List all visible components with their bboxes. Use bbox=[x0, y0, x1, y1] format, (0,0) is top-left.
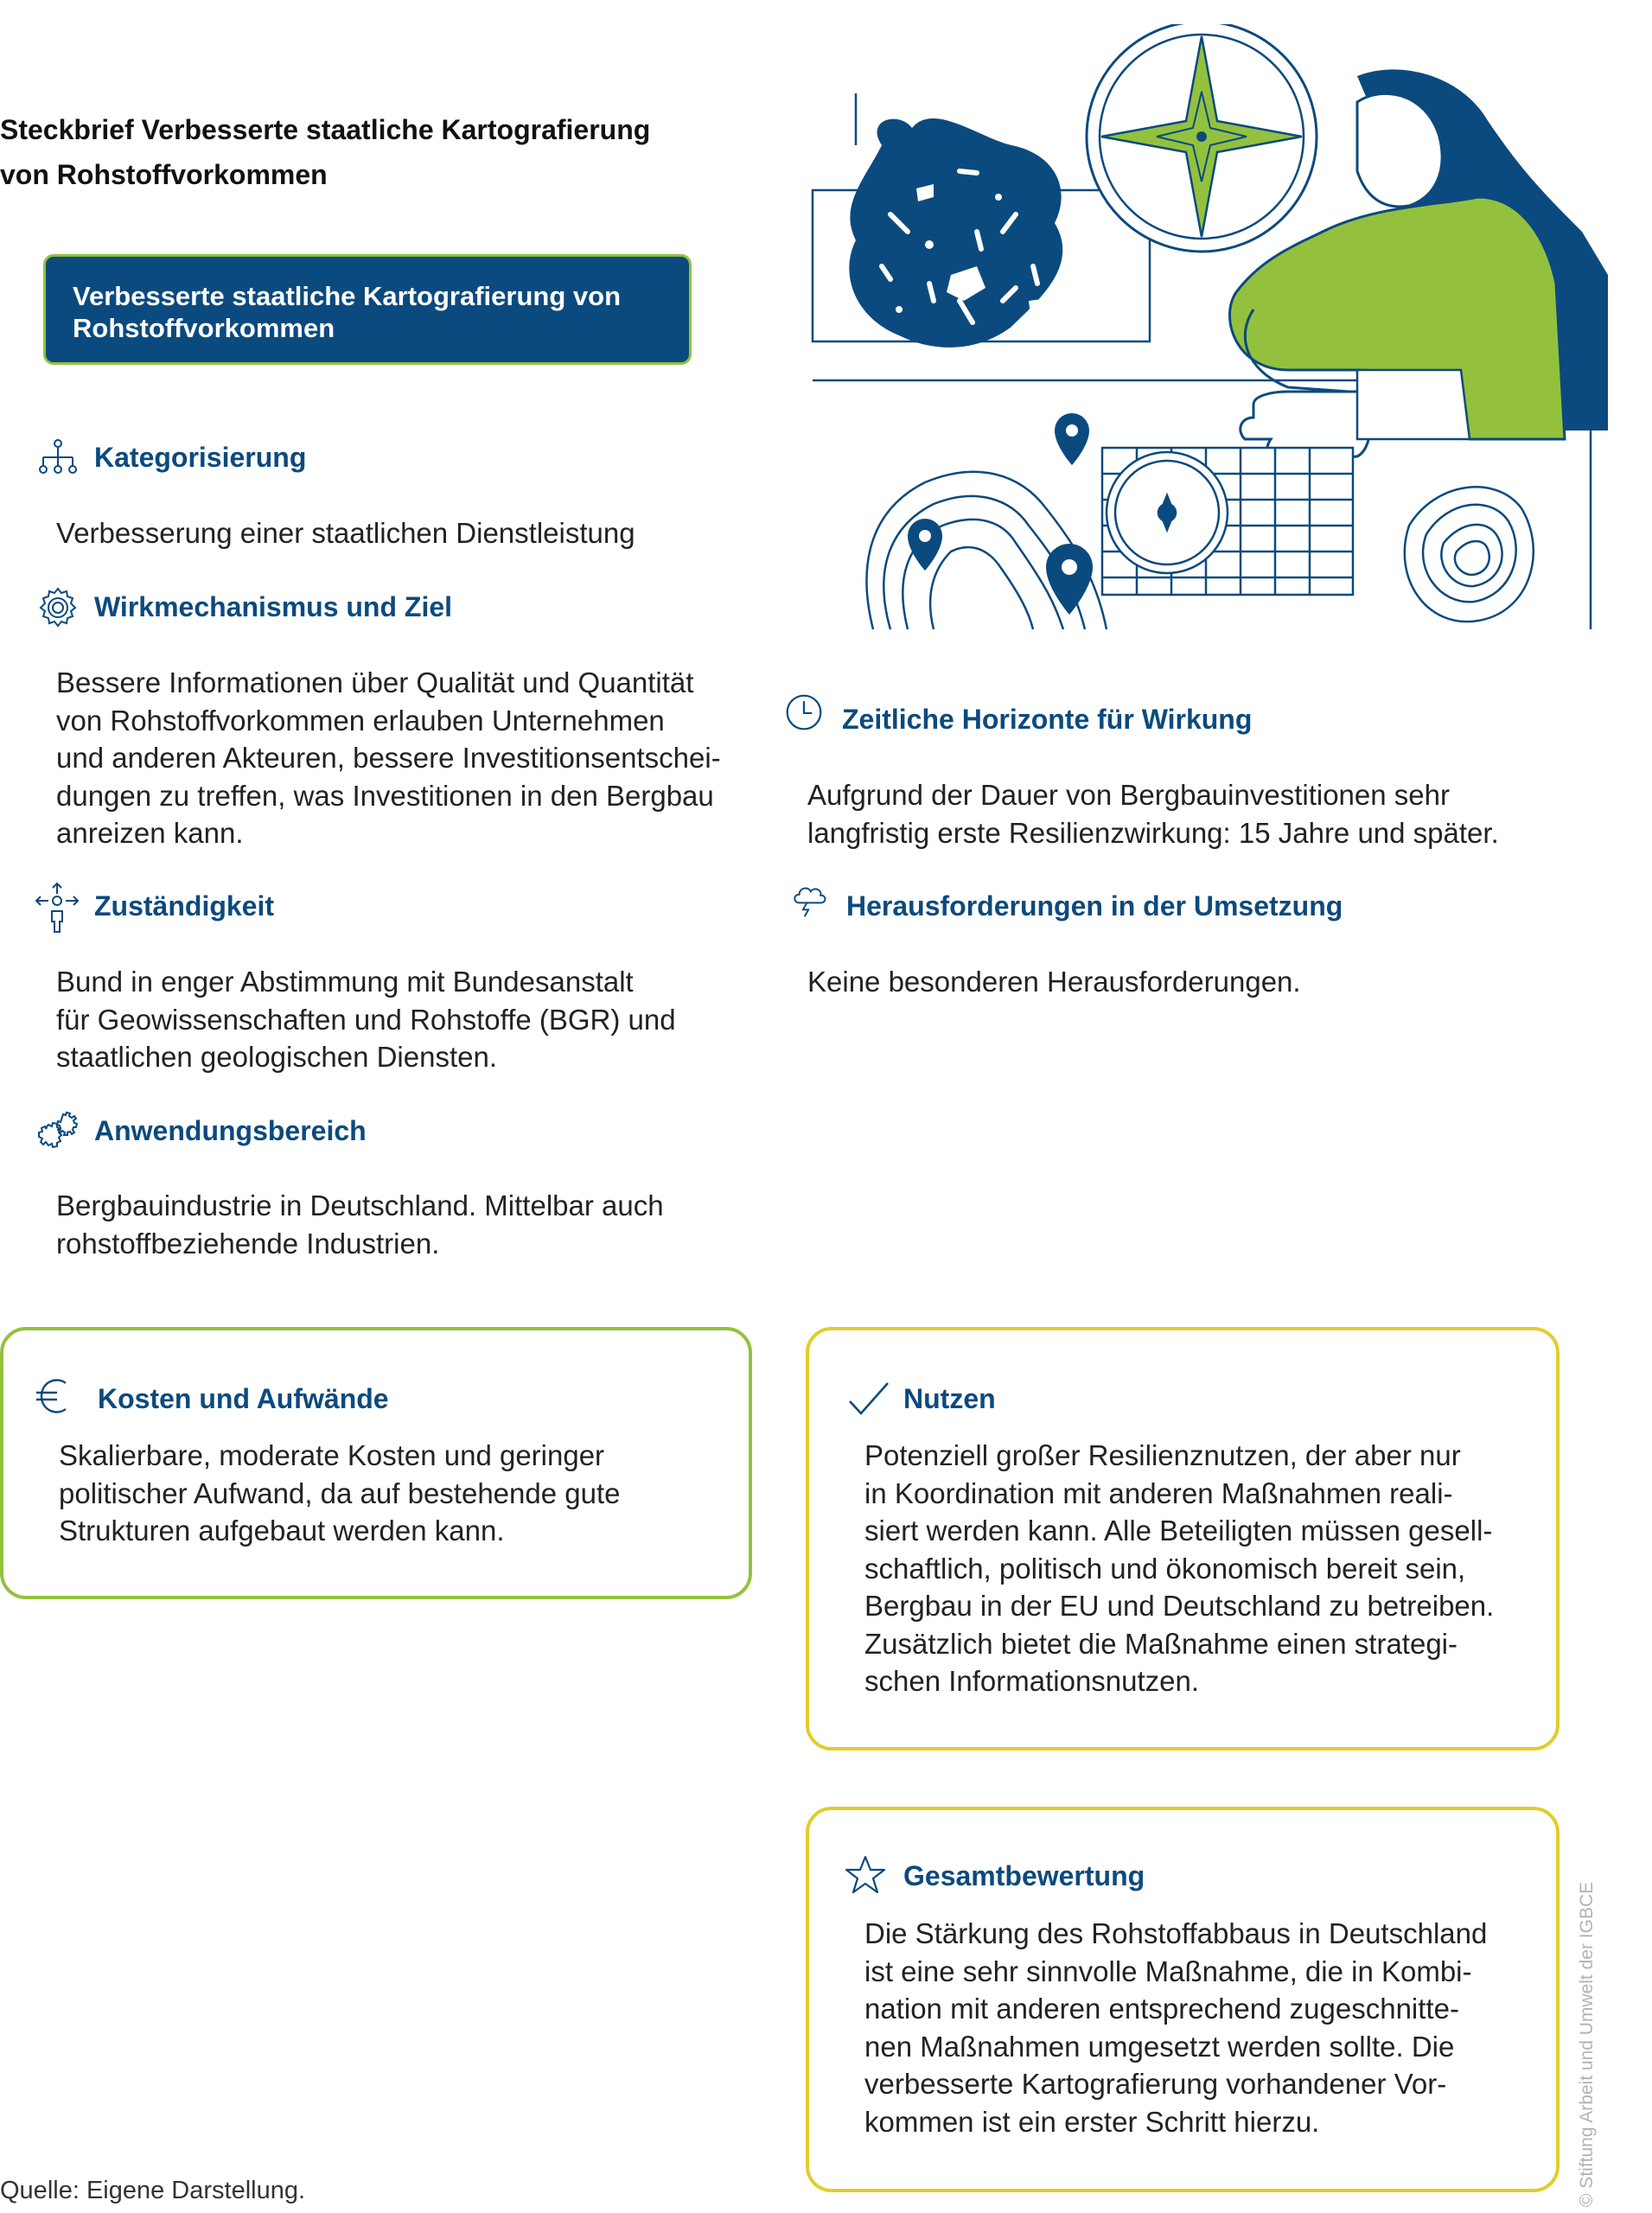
wirkmechanismus-heading: Wirkmechanismus und Ziel bbox=[94, 591, 453, 622]
text-line: Keine besonderen Herausforderungen. bbox=[807, 966, 1301, 998]
herausforderungen-text bbox=[807, 963, 1585, 1001]
copyright-note: © Stiftung Arbeit und Umwelt der IGBCE bbox=[1577, 1881, 1597, 2207]
document-title bbox=[0, 107, 692, 197]
zustaendigkeit-heading: Zuständigkeit bbox=[94, 890, 275, 922]
text-line: Bergbauindustrie in Deutschland. Mittelbar auch bbox=[56, 1189, 664, 1221]
wirkmechanismus-text bbox=[56, 664, 748, 852]
gesamtbewertung-heading: Gesamtbewertung bbox=[903, 1860, 1145, 1891]
map-icon bbox=[867, 448, 1534, 629]
kosten-text bbox=[59, 1437, 733, 1550]
zeitliche-horizonte-heading: Zeitliche Horizonte für Wirkung bbox=[842, 704, 1253, 735]
text-line: langfristig erste Resilienzwirkung: 15 Jahre und später. bbox=[807, 816, 1499, 849]
text-line: Strukturen aufgebaut werden kann. bbox=[59, 1515, 505, 1547]
text-line: Bessere Informationen über Qualität und Quantität bbox=[56, 666, 694, 698]
text-line: Die Stärkung des Rohstoffabbaus in Deutschland bbox=[864, 1917, 1488, 1949]
text-line: Bergbau in der EU und Deutschland zu betreiben. bbox=[864, 1590, 1495, 1622]
kosten-heading: Kosten und Aufwände bbox=[98, 1383, 389, 1414]
text-line: anreizen kann. bbox=[56, 817, 244, 849]
zustaendigkeit-text bbox=[56, 963, 748, 1076]
kategorisierung-text bbox=[56, 514, 748, 552]
rock-icon bbox=[849, 118, 1062, 348]
nutzen-text bbox=[864, 1437, 1547, 1700]
herausforderungen-heading: Herausforderungen in der Umsetzung bbox=[846, 890, 1343, 922]
text-line: Bund in enger Abstimmung mit Bundesanstalt bbox=[56, 966, 634, 998]
anwendungsbereich-text bbox=[56, 1187, 748, 1262]
text-line: politischer Aufwand, da auf bestehende gute bbox=[59, 1476, 621, 1509]
text-line: kommen ist ein erster Schritt hierzu. bbox=[864, 2105, 1320, 2138]
gears-icon bbox=[30, 1111, 80, 1154]
checkmark-icon bbox=[847, 1381, 890, 1417]
text-line: Skalierbare, moderate Kosten und geringer bbox=[59, 1439, 605, 1471]
euro-icon bbox=[35, 1376, 73, 1416]
zeitliche-horizonte-text bbox=[807, 776, 1585, 851]
text-line: ist eine sehr sinnvolle Maßnahme, die in Kombi- bbox=[864, 1955, 1472, 1987]
kategorisierung-heading: Kategorisierung bbox=[94, 442, 307, 473]
text-line: schen Informationsnutzen. bbox=[864, 1665, 1200, 1697]
measure-title-line-2: Rohstoffvorkommen bbox=[73, 313, 335, 343]
text-line: Potenziell großer Resilienznutzen, der aber nur bbox=[864, 1439, 1461, 1471]
text-line: und anderen Akteuren, bessere Investitionsentschei- bbox=[56, 742, 721, 774]
text-line: nen Maßnahmen umgesetzt werden sollte. Die bbox=[864, 2030, 1455, 2063]
source-note: Quelle: Eigene Darstellung. bbox=[0, 2177, 306, 2204]
text-line: von Rohstoffvorkommen erlauben Unternehmen bbox=[56, 704, 665, 737]
measure-title-box bbox=[43, 254, 692, 365]
text-line: nation mit anderen entsprechend zugeschnitte- bbox=[864, 1993, 1459, 2025]
person-arrows-icon bbox=[33, 882, 81, 934]
text-line: dungen zu treffen, was Investitionen in den Bergbau bbox=[56, 779, 714, 812]
text-line: für Geowissenschaften und Rohstoffe (BGR) und bbox=[56, 1003, 676, 1036]
map-pin-icon bbox=[908, 413, 1093, 615]
storm-cloud-icon bbox=[790, 880, 828, 918]
target-gear-icon bbox=[36, 586, 80, 629]
text-line: Zusätzlich bietet die Maßnahme einen strategi- bbox=[864, 1627, 1458, 1660]
header-illustration bbox=[804, 24, 1608, 634]
text-line: schaftlich, politisch und ökonomisch bereit sein, bbox=[864, 1552, 1466, 1585]
hierarchy-icon bbox=[36, 437, 80, 480]
anwendungsbereich-heading: Anwendungsbereich bbox=[94, 1115, 367, 1146]
text-line: Verbesserung einer staatlichen Dienstleistung bbox=[56, 517, 635, 549]
text-line: Aufgrund der Dauer von Bergbauinvestitionen sehr bbox=[807, 779, 1450, 811]
star-icon bbox=[845, 1855, 886, 1895]
text-line: staatlichen geologischen Diensten. bbox=[56, 1041, 498, 1073]
gesamtbewertung-text bbox=[864, 1915, 1547, 2140]
clock-icon bbox=[784, 692, 824, 732]
text-line: verbesserte Kartografierung vorhandener Vor- bbox=[864, 2068, 1447, 2100]
text-line: in Koordination mit anderen Maßnahmen reali- bbox=[864, 1476, 1453, 1509]
text-line: rohstoffbeziehende Industrien. bbox=[56, 1227, 440, 1260]
compass-icon bbox=[1087, 24, 1317, 252]
measure-title-line-1: Verbesserte staatliche Kartografierung von bbox=[73, 281, 622, 311]
nutzen-heading: Nutzen bbox=[903, 1383, 996, 1414]
text-line: siert werden kann. Alle Beteiligten müssen gesell- bbox=[864, 1515, 1493, 1547]
document-title-line-1: Steckbrief Verbesserte staatliche Kartografierung bbox=[0, 114, 651, 145]
document-title-line-2: von Rohstoffvorkommen bbox=[0, 159, 328, 190]
